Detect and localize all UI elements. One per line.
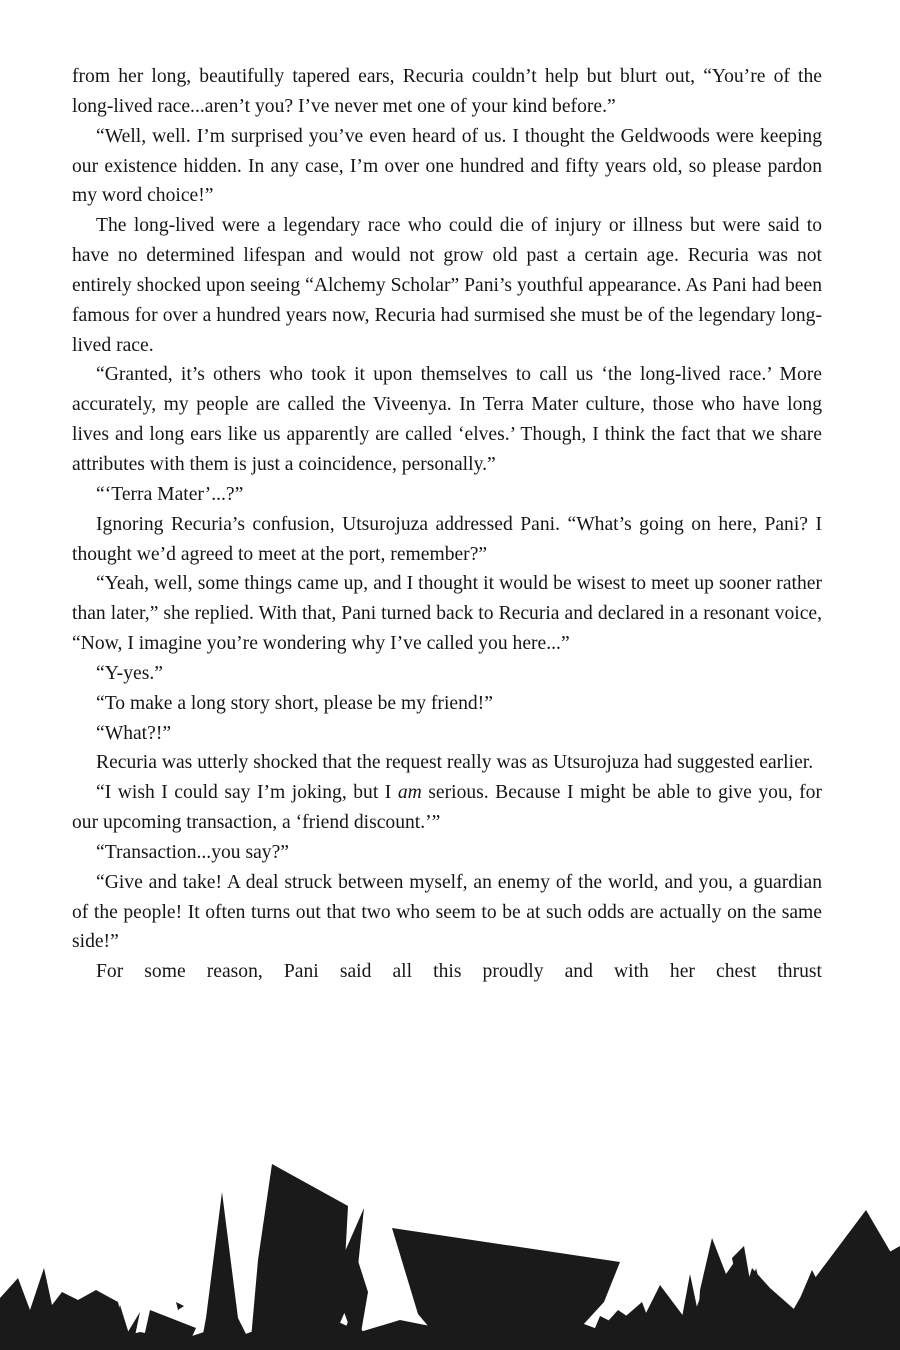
paragraph: “‘Terra Mater’...?” (96, 483, 244, 505)
paragraph: “To make a long story short, please be my friend!” (96, 692, 493, 714)
paragraph: “What?!” (96, 722, 172, 744)
paragraph: For some reason, Pani said all this proudly and with her chest thrust (96, 961, 822, 983)
paragraph: “Granted, it’s others who took it upon themselves to call us ‘the long-lived race.’ More accurately, my people are called the Viveenya. In Terra Mater culture, those who have long lives and long ears like us apparently are called ‘elves.’ Though, I think the fact that we share attributes with them is just a coincidence, personally.” (72, 364, 822, 475)
jagged-shard-silhouette-artwork (0, 1150, 900, 1350)
shard-silhouette-svg (0, 1150, 900, 1350)
paragraph: “Transaction...you say?” (96, 841, 289, 863)
paragraph: Recuria was utterly shocked that the request really was as Utsurojuza had suggested earlier. (96, 752, 814, 774)
paragraph: Ignoring Recuria’s confusion, Utsurojuza addressed Pani. “What’s going on here, Pani? I thought we’d agreed to meet at the port, remember?” (72, 513, 822, 565)
paragraph: The long-lived were a legendary race who could die of injury or illness but were said to have no determined lifespan and would not grow old past a certain age. Recuria was not entirely shocked upon seeing “Alchemy Scholar” Pani’s youthful appearance. As Pani had been famous for over a hundred years now, Recuria had surmised she must be of the legendary long-lived race. (72, 215, 822, 356)
paragraph: “Well, well. I’m surprised you’ve even heard of us. I thought the Geldwoods were keeping our existence hidden. In any case, I’m over one hundred and fifty years old, so please pardon my word choice!” (72, 125, 822, 207)
paragraph: from her long, beautifully tapered ears, Recuria couldn’t help but blurt out, “You’re of the long-lived race...aren’t you? I’ve never met one of your kind before.” (72, 66, 822, 117)
text-column (72, 62, 822, 1017)
paragraph: “Y-yes.” (96, 662, 163, 684)
paragraph: “Yeah, well, some things came up, and I thought it would be wisest to meet up sooner rather than later,” she replied. With that, Pani turned back to Recuria and declared in a resonant voice, “Now, I imagine you’re wondering why I’ve called you here...” (72, 573, 822, 655)
paragraph: “Give and take! A deal struck between myself, an enemy of the world, and you, a guardian of the people! It often turns out that two who seem to be at such odds are actually on the same side!” (72, 871, 822, 953)
paragraph: “I wish I could say I’m joking, but I am serious. Because I might be able to give you, for our upcoming transaction, a ‘friend discount.’” (72, 782, 823, 834)
emphasis-text: am (397, 782, 422, 804)
shard-shapes (0, 1164, 900, 1350)
